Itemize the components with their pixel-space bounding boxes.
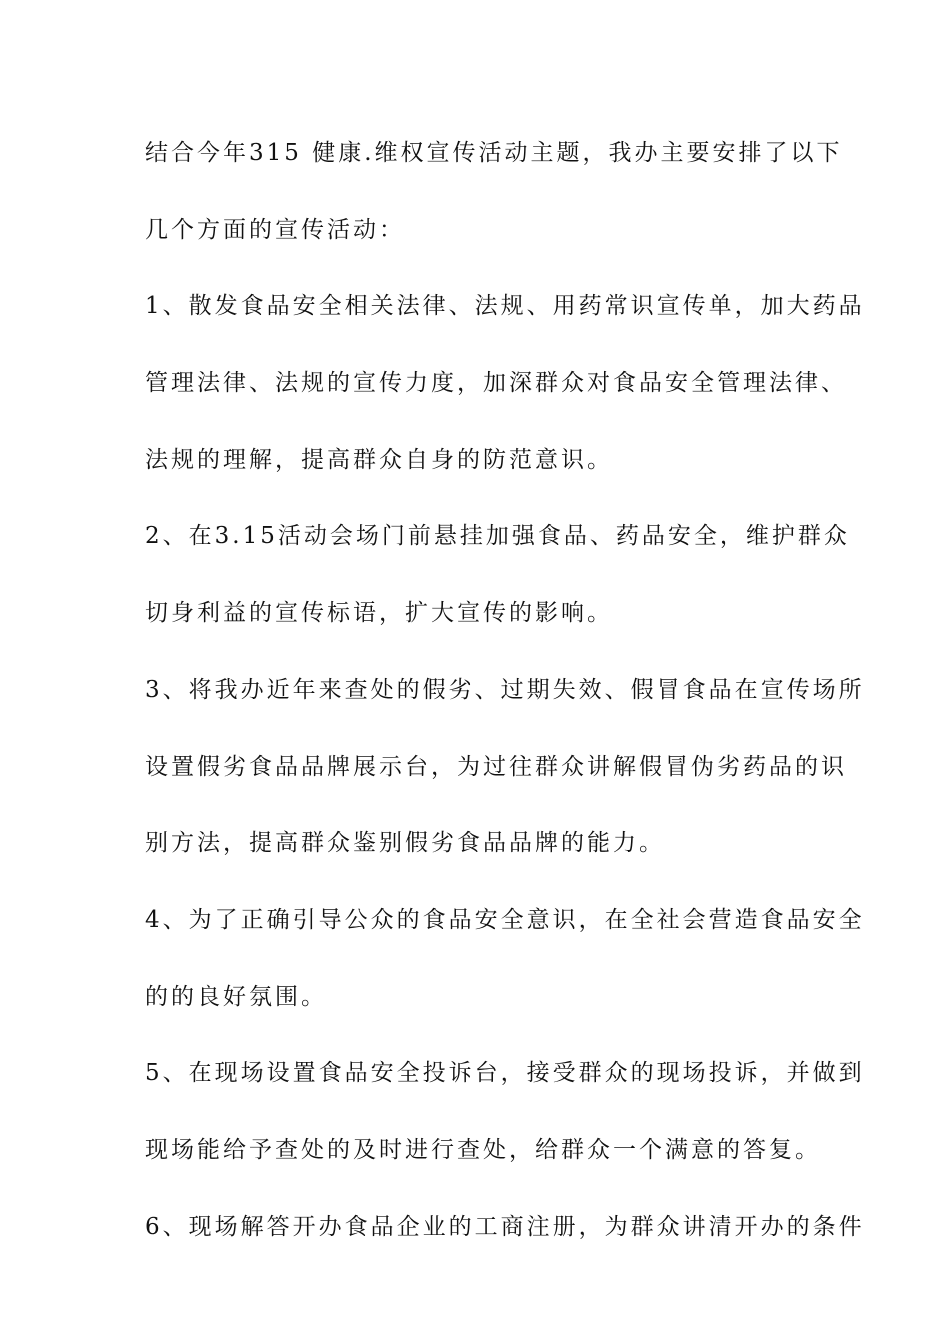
body-text [145,128,865,1278]
text-line: 结合今年315 健康.维权宣传活动主题，我办主要安排了以下 [145,140,843,166]
text-line: 现场能给予查处的及时进行查处，给群众一个满意的答复。 [145,1136,821,1163]
text-line: 设置假劣食品品牌展示台，为过往群众讲解假冒伪劣药品的识 [145,753,847,780]
text-line: 2、在3.15活动会场门前悬挂加强食品、药品安全，维护群众 [145,523,850,550]
text-line: 别方法，提高群众鉴别假劣食品品牌的能力。 [145,830,665,857]
text-line: 切身利益的宣传标语，扩大宣传的影响。 [145,600,613,627]
text-line: 5、在现场设置食品安全投诉台，接受群众的现场投诉，并做到 [145,1060,865,1087]
text-line: 管理法律、法规的宣传力度，加深群众对食品安全管理法律、 [145,370,847,397]
text-line: 1、散发食品安全相关法律、法规、用药常识宣传单，加大药品 [145,293,865,320]
text-line: 4、为了正确引导公众的食品安全意识，在全社会营造食品安全 [145,906,865,933]
text-line: 法规的理解，提高群众自身的防范意识。 [145,446,613,473]
text-line: 3、将我办近年来查处的假劣、过期失效、假冒食品在宣传场所 [145,676,865,703]
text-line: 的的良好氛围。 [145,983,327,1010]
text-line: 几个方面的宣传活动： [145,216,405,243]
text-line: 6、现场解答开办食品企业的工商注册，为群众讲清开办的条件 [145,1213,865,1240]
